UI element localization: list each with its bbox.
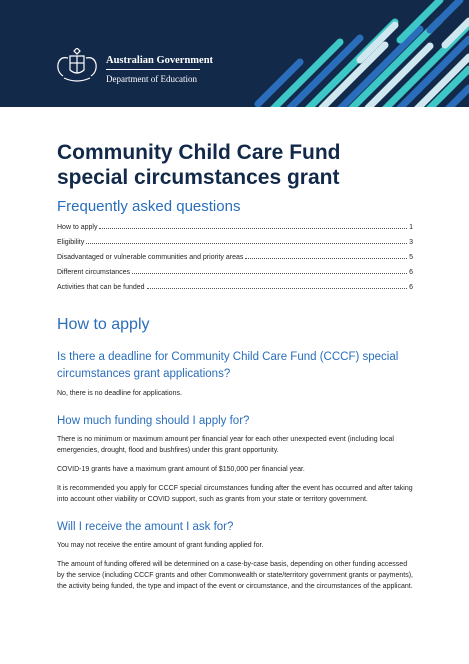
faq-answer: You may not receive the entire amount of grant funding applied for. xyxy=(57,542,264,549)
toc-entry-page: 3 xyxy=(409,239,413,246)
document-subtitle: Frequently asked questions xyxy=(57,198,241,215)
faq-answer: COVID-19 grants have a maximum grant amount of $150,000 per financial year. xyxy=(57,466,305,473)
toc-entry[interactable] xyxy=(57,254,413,269)
toc-entry-label: Activities that can be funded xyxy=(57,284,145,291)
toc-entry-page: 1 xyxy=(409,224,413,231)
header-banner xyxy=(0,0,469,107)
faq-answer: The amount of funding offered will be determined on a case-by-case basis, depending on other funding accessed by the service (including CCCF grants and other Commonwealth or state/territory government grants or payments), the activity being funded, the type and impact of the event or circumstance, and the circumstances of the applicant. xyxy=(57,561,413,590)
department-name: Department of Education xyxy=(106,74,197,84)
faq-question: Is there a deadline for Community Child Care Fund (CCCF) special circumstances grant applications? xyxy=(57,351,399,380)
toc-entry-label: Disadvantaged or vulnerable communities and priority areas xyxy=(57,254,244,261)
faq-question: How much funding should I apply for? xyxy=(57,415,250,427)
toc-leader xyxy=(147,288,408,289)
document-title: Community Child Care Fund special circumstances grant xyxy=(57,141,341,189)
section-heading: How to apply xyxy=(57,316,150,333)
toc-leader xyxy=(132,273,407,274)
toc-entry-page: 6 xyxy=(409,284,413,291)
toc-leader xyxy=(99,228,407,229)
faq-answer: There is no minimum or maximum amount per financial year for each other unexpected event (including local emergencies, drought, flood and bushfires) under this grant opportunity. xyxy=(57,436,394,454)
table-of-contents xyxy=(57,224,413,299)
toc-entry[interactable] xyxy=(57,269,413,284)
toc-entry[interactable] xyxy=(57,284,413,299)
toc-leader xyxy=(86,243,407,244)
government-name: Australian Government xyxy=(106,55,214,66)
government-logo xyxy=(106,55,213,85)
toc-entry-page: 5 xyxy=(409,254,413,261)
toc-entry-label: Different circumstances xyxy=(57,269,131,276)
toc-entry[interactable] xyxy=(57,239,413,254)
coat-of-arms-icon xyxy=(54,48,100,84)
logo-divider xyxy=(106,69,200,70)
faq-question: Will I receive the amount I ask for? xyxy=(57,521,234,533)
faq-answer: It is recommended you apply for CCCF special circumstances funding after the event has occurred and after taking into account other viability or COVID support, such as grants from your state or territory government. xyxy=(57,485,413,503)
toc-entry[interactable] xyxy=(57,224,413,239)
toc-entry-label: How to apply xyxy=(57,224,98,231)
toc-entry-label: Eligibility xyxy=(57,239,85,246)
toc-leader xyxy=(245,258,407,259)
document-body xyxy=(57,140,413,592)
faq-answer: No, there is no deadline for applications. xyxy=(57,390,182,397)
toc-entry-page: 6 xyxy=(409,269,413,276)
